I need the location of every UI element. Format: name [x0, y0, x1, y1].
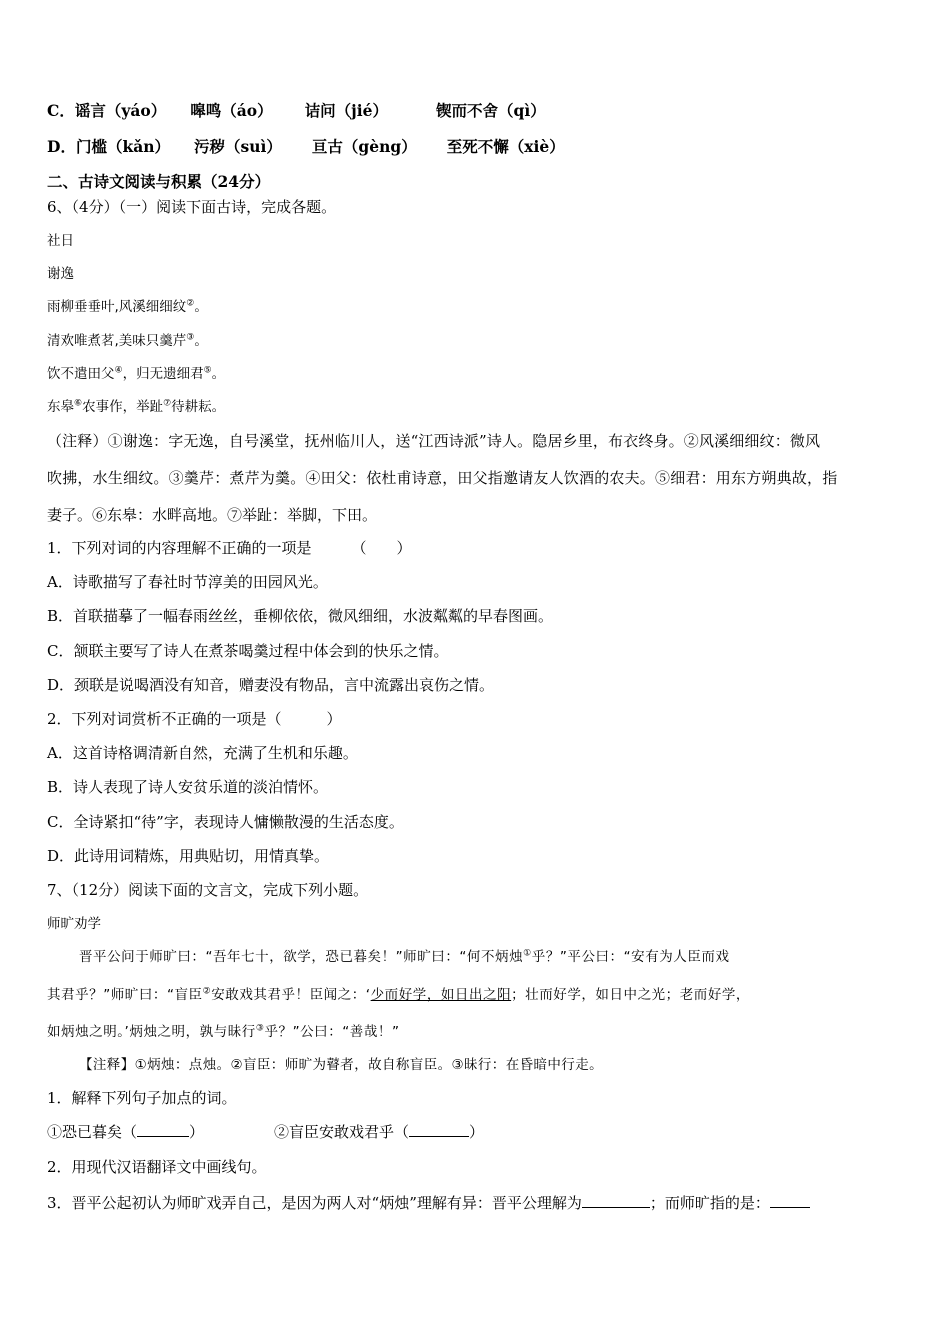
q7-sub1-stem: 1．解释下列句子加点的词。	[47, 1089, 237, 1107]
poem-text: 农事作，举趾	[82, 399, 164, 415]
item-text: ）	[189, 1123, 205, 1141]
q6-sub1-option-c: C．颔联主要写了诗人在煮茶喝羹过程中体会到的快乐之情。	[47, 642, 449, 660]
option-item: 门槛（kǎn）	[75, 137, 171, 156]
poem-text: ，归无遗细君	[122, 366, 204, 382]
poem-text: 。	[211, 366, 226, 382]
item-text: ①恐已暮矣（	[47, 1123, 138, 1141]
poem-line	[47, 397, 225, 417]
poem-text: 待耕耘。	[171, 399, 226, 415]
answer-paren: （ ）	[351, 539, 412, 557]
q6-sub2-option-b: B．诗人表现了诗人安贫乐道的淡泊情怀。	[47, 778, 329, 796]
q6-sub1-option-b: B．首联描摹了一幅春雨丝丝，垂柳依依，微风细细，水波粼粼的早春图画。	[47, 607, 554, 625]
footnote-mark: ⑦	[163, 398, 172, 409]
footnote-mark: ②	[202, 986, 212, 997]
footnote-mark: ⑤	[203, 365, 212, 376]
q6-intro: 6、（4分）（一）阅读下面古诗，完成各题。	[47, 198, 337, 216]
passage-text: ；壮而好学，如日中之光；老而好学，	[511, 987, 750, 1003]
poem-line	[47, 364, 225, 384]
q7-sub1-items	[47, 1122, 484, 1142]
poem-line	[47, 297, 208, 317]
q7-sub2-stem: 2．用现代汉语翻译文中画线句。	[47, 1158, 267, 1176]
q6-sub1-option-a: A．诗歌描写了春社时节淳美的田园风光。	[47, 573, 328, 591]
poem-notes-line: 吹拂，水生细纹。③羹芹：煮芹为羹。④田父：依杜甫诗意，田父指邀请友人饮酒的农夫。⑤细君：用东方朔典故，指	[47, 469, 838, 487]
answer-blank[interactable]	[409, 1122, 469, 1137]
passage-text: 其君乎？”师旷曰：“盲臣	[47, 987, 203, 1003]
poem-text: 。	[194, 333, 208, 349]
q7-intro: 7、（12分）阅读下面的文言文，完成下列小题。	[47, 881, 369, 899]
poem-text: 雨柳垂垂叶,风溪细细纹	[47, 299, 187, 315]
stem-text: 1．下列对词的内容理解不正确的一项是	[47, 539, 312, 557]
passage-title: 师旷劝学	[47, 916, 101, 932]
passage-line	[79, 947, 730, 967]
q6-sub2-stem: 2．下列对词赏析不正确的一项是（ ）	[47, 710, 342, 728]
item-text: ）	[469, 1123, 485, 1141]
poem-text: 东皋	[47, 399, 74, 415]
footnote-mark: ①	[523, 948, 532, 959]
poem-notes-line: 妻子。⑥东皋：水畔高地。⑦举趾：举脚，下田。	[47, 506, 378, 524]
q6-sub1-option-d: D．颈联是说喝酒没有知音，赠妻没有物品，言中流露出哀伤之情。	[47, 676, 495, 694]
option-item: 亘古（gèng）	[311, 137, 417, 156]
passage-text: 晋平公问于师旷曰：“吾年七十，欲学，恐已暮矣！”师旷曰：“何不炳烛	[79, 949, 524, 965]
answer-blank[interactable]	[582, 1193, 650, 1208]
passage-text: 乎？”平公曰：“安有为人臣而戏	[531, 949, 730, 965]
poem-text: 。	[194, 299, 208, 315]
q6-sub1-stem	[47, 538, 412, 558]
passage-line	[47, 1022, 400, 1042]
option-label: D．	[47, 137, 76, 156]
q5-option-d	[47, 137, 565, 157]
option-item: 至死不懈（xiè）	[446, 137, 565, 156]
footnote-mark: ③	[186, 332, 195, 343]
q6-sub2-option-a: A．这首诗格调清新自然，充满了生机和乐趣。	[47, 744, 358, 762]
option-item: 谣言（yáo）	[74, 101, 167, 120]
q5-option-c	[47, 101, 546, 121]
poem-line	[47, 331, 208, 351]
q7-sub3-stem	[47, 1193, 810, 1213]
stem-text: ；而师旷指的是：	[649, 1194, 770, 1212]
option-item: 锲而不舍（qì）	[435, 101, 546, 120]
passage-text: 乎？”公曰：“善哉！”	[264, 1024, 400, 1040]
q6-sub2-option-d: D．此诗用词精炼，用典贴切，用情真挚。	[47, 847, 330, 865]
passage-note: 【注释】①炳烛：点烛。②盲臣：师旷为瞽者，故自称盲臣。③昧行：在昏暗中行走。	[79, 1057, 604, 1073]
poem-text: 清欢唯煮茗,美味只羹芹	[47, 333, 187, 349]
footnote-mark: ③	[255, 1023, 265, 1034]
poem-author	[47, 264, 74, 284]
footnote-mark: ④	[114, 365, 123, 376]
underlined-sentence: 少而好学，如日出之阳	[370, 987, 512, 1003]
passage-text: 如炳烛之明。’炳烛之明，孰与昧行	[47, 1024, 256, 1040]
option-label: C．	[47, 101, 75, 120]
passage-text: 安敢戏其君乎！臣闻之：‘	[211, 987, 371, 1003]
poem-title: 社日	[47, 233, 74, 249]
option-item: 嗥鸣（áo）	[190, 101, 273, 120]
poet-name: 谢逸	[47, 266, 74, 282]
footnote-mark: ②	[186, 298, 195, 309]
answer-blank[interactable]	[770, 1193, 810, 1208]
answer-blank[interactable]	[137, 1122, 189, 1137]
poem-text: 饮不遣田父	[47, 366, 115, 382]
stem-text: 3．晋平公起初认为师旷戏弄自己，是因为两人对“炳烛”理解有异：晋平公理解为	[47, 1194, 582, 1212]
option-item: 诘问（jié）	[304, 101, 388, 120]
footnote-mark: ⑥	[74, 398, 83, 409]
q6-sub2-option-c: C．全诗紧扣“待”字，表现诗人慵懒散漫的生活态度。	[47, 813, 404, 831]
section-title: 二、古诗文阅读与积累（24分）	[47, 172, 271, 191]
poem-notes-line: （注释）①谢逸：字无逸，自号溪堂，抚州临川人，送“江西诗派”诗人。隐居乡里，布衣终身。②风溪细细纹：微风	[47, 432, 821, 450]
option-item: 污秽（suì）	[194, 137, 282, 156]
item-text: ②盲臣安敢戏君乎（	[274, 1123, 410, 1141]
passage-line	[47, 985, 750, 1005]
